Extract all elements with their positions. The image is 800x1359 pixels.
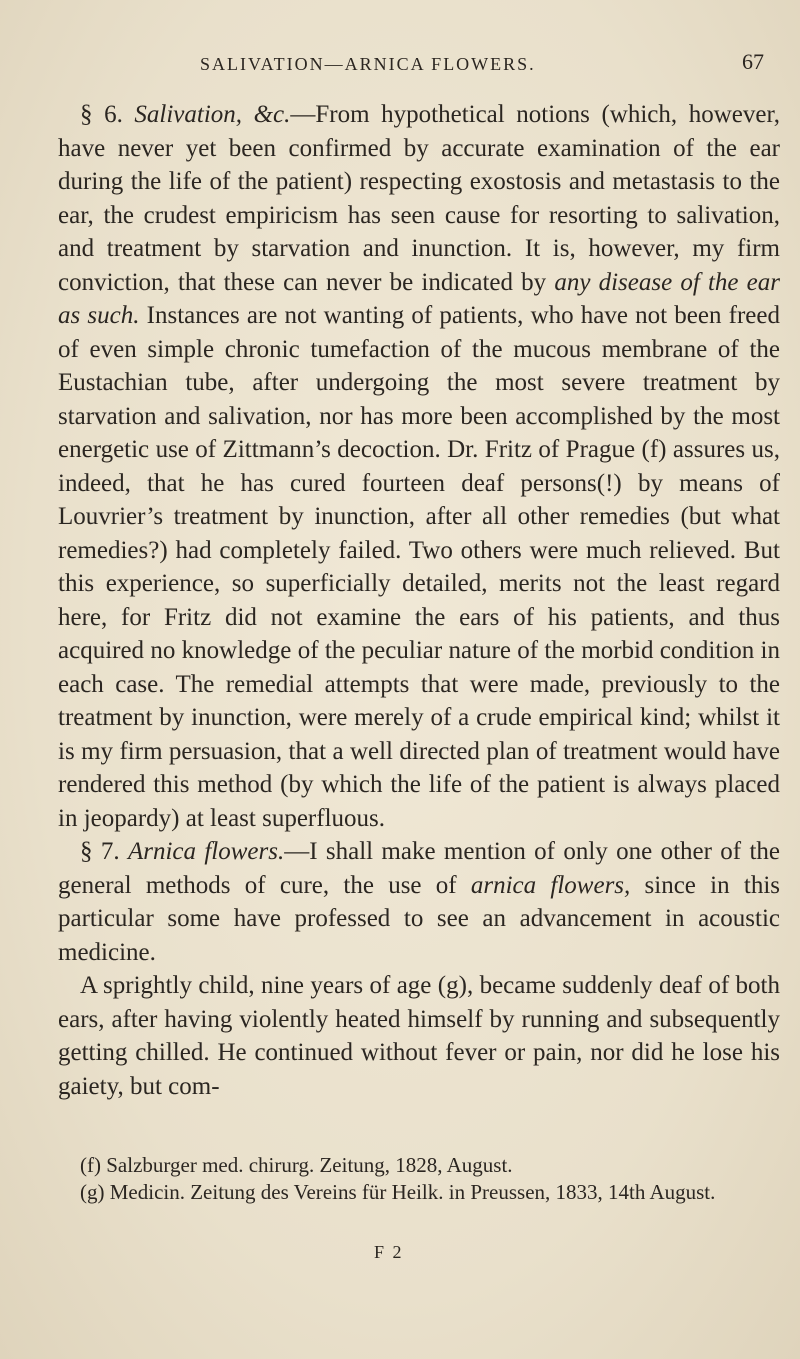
- body-text: [58, 98, 780, 1103]
- footnotes: [58, 1152, 780, 1206]
- paragraph-text: —From hypothetical notions (which, however, have never yet been confirmed by accurate examination of the ear during the life of the patient) respecting exostosis and metastasis to the ear, the crudest empiricism has seen cause for resorting to salivation, and treatment by starvation and inunction. It is, however, my firm conviction, that these can never be indicated by: [58, 101, 781, 296]
- signature-mark: F 2: [374, 1242, 404, 1262]
- paragraph-arnica: [58, 835, 780, 969]
- footnote-g: (g) Medicin. Zeitung des Vereins für Heilk. in Preussen, 1833, 14th August.: [80, 1180, 716, 1204]
- paragraph-salivation: [58, 98, 780, 835]
- running-header: SALIVATION—ARNICA FLOWERS.: [200, 54, 536, 74]
- emphasis-text: any disease of the ear as such.: [58, 268, 780, 329]
- footnote-f: (f) Salzburger med. chirurg. Zeitung, 1828, August.: [80, 1153, 513, 1177]
- paragraph-case: [58, 969, 780, 1103]
- section-heading: Arnica flowers.: [127, 838, 285, 865]
- section-number: § 7.: [80, 838, 120, 865]
- section-number: § 6.: [80, 101, 123, 128]
- paragraph-text-continued: Instances are not wanting of patients, who have not been freed of even simple chronic tumefaction of the mucous membrane of the Eustachian tube, after undergoing the most severe treatment by starvation and salivation, nor has more been accomplished by the most energetic use of Zittmann’s decoction. Dr. Fritz of Prague (f) assures us, indeed, that he has cured fourteen deaf persons(!) by means of Louvrier’s treatment by inunction, after all other remedies (but what remedies?) had completely failed. Two others were much relieved. But this experience, so superficially detailed, merits not the least regard here, for Fritz did not examine the ears of his patients, and thus acquired no knowledge of the peculiar nature of the morbid condition in each case. The remedial attempts that were made, previously to the treatment by inunction, were merely of a crude empirical kind; whilst it is my firm persuasion, that a well directed plan of treatment would have rendered this method (by which the life of the patient is always placed in jeopardy) at least superfluous.: [58, 302, 780, 832]
- paragraph-text: A sprightly child, nine years of age (g), became suddenly deaf of both ears, after having violently heated himself by running and subsequently getting chilled. He continued without fever or pain, nor did he lose his gaiety, but com-: [58, 972, 780, 1100]
- paragraph-text-continued: since in this particular some have professed to see an advancement in acoustic medicine.: [58, 871, 780, 966]
- page-number: 67: [742, 49, 764, 74]
- emphasis-text: arnica flowers,: [470, 871, 631, 899]
- section-heading: Salivation, &c.: [134, 101, 291, 128]
- paragraph-text: —I shall make mention of only one other of the general methods of cure, the use of: [58, 838, 781, 899]
